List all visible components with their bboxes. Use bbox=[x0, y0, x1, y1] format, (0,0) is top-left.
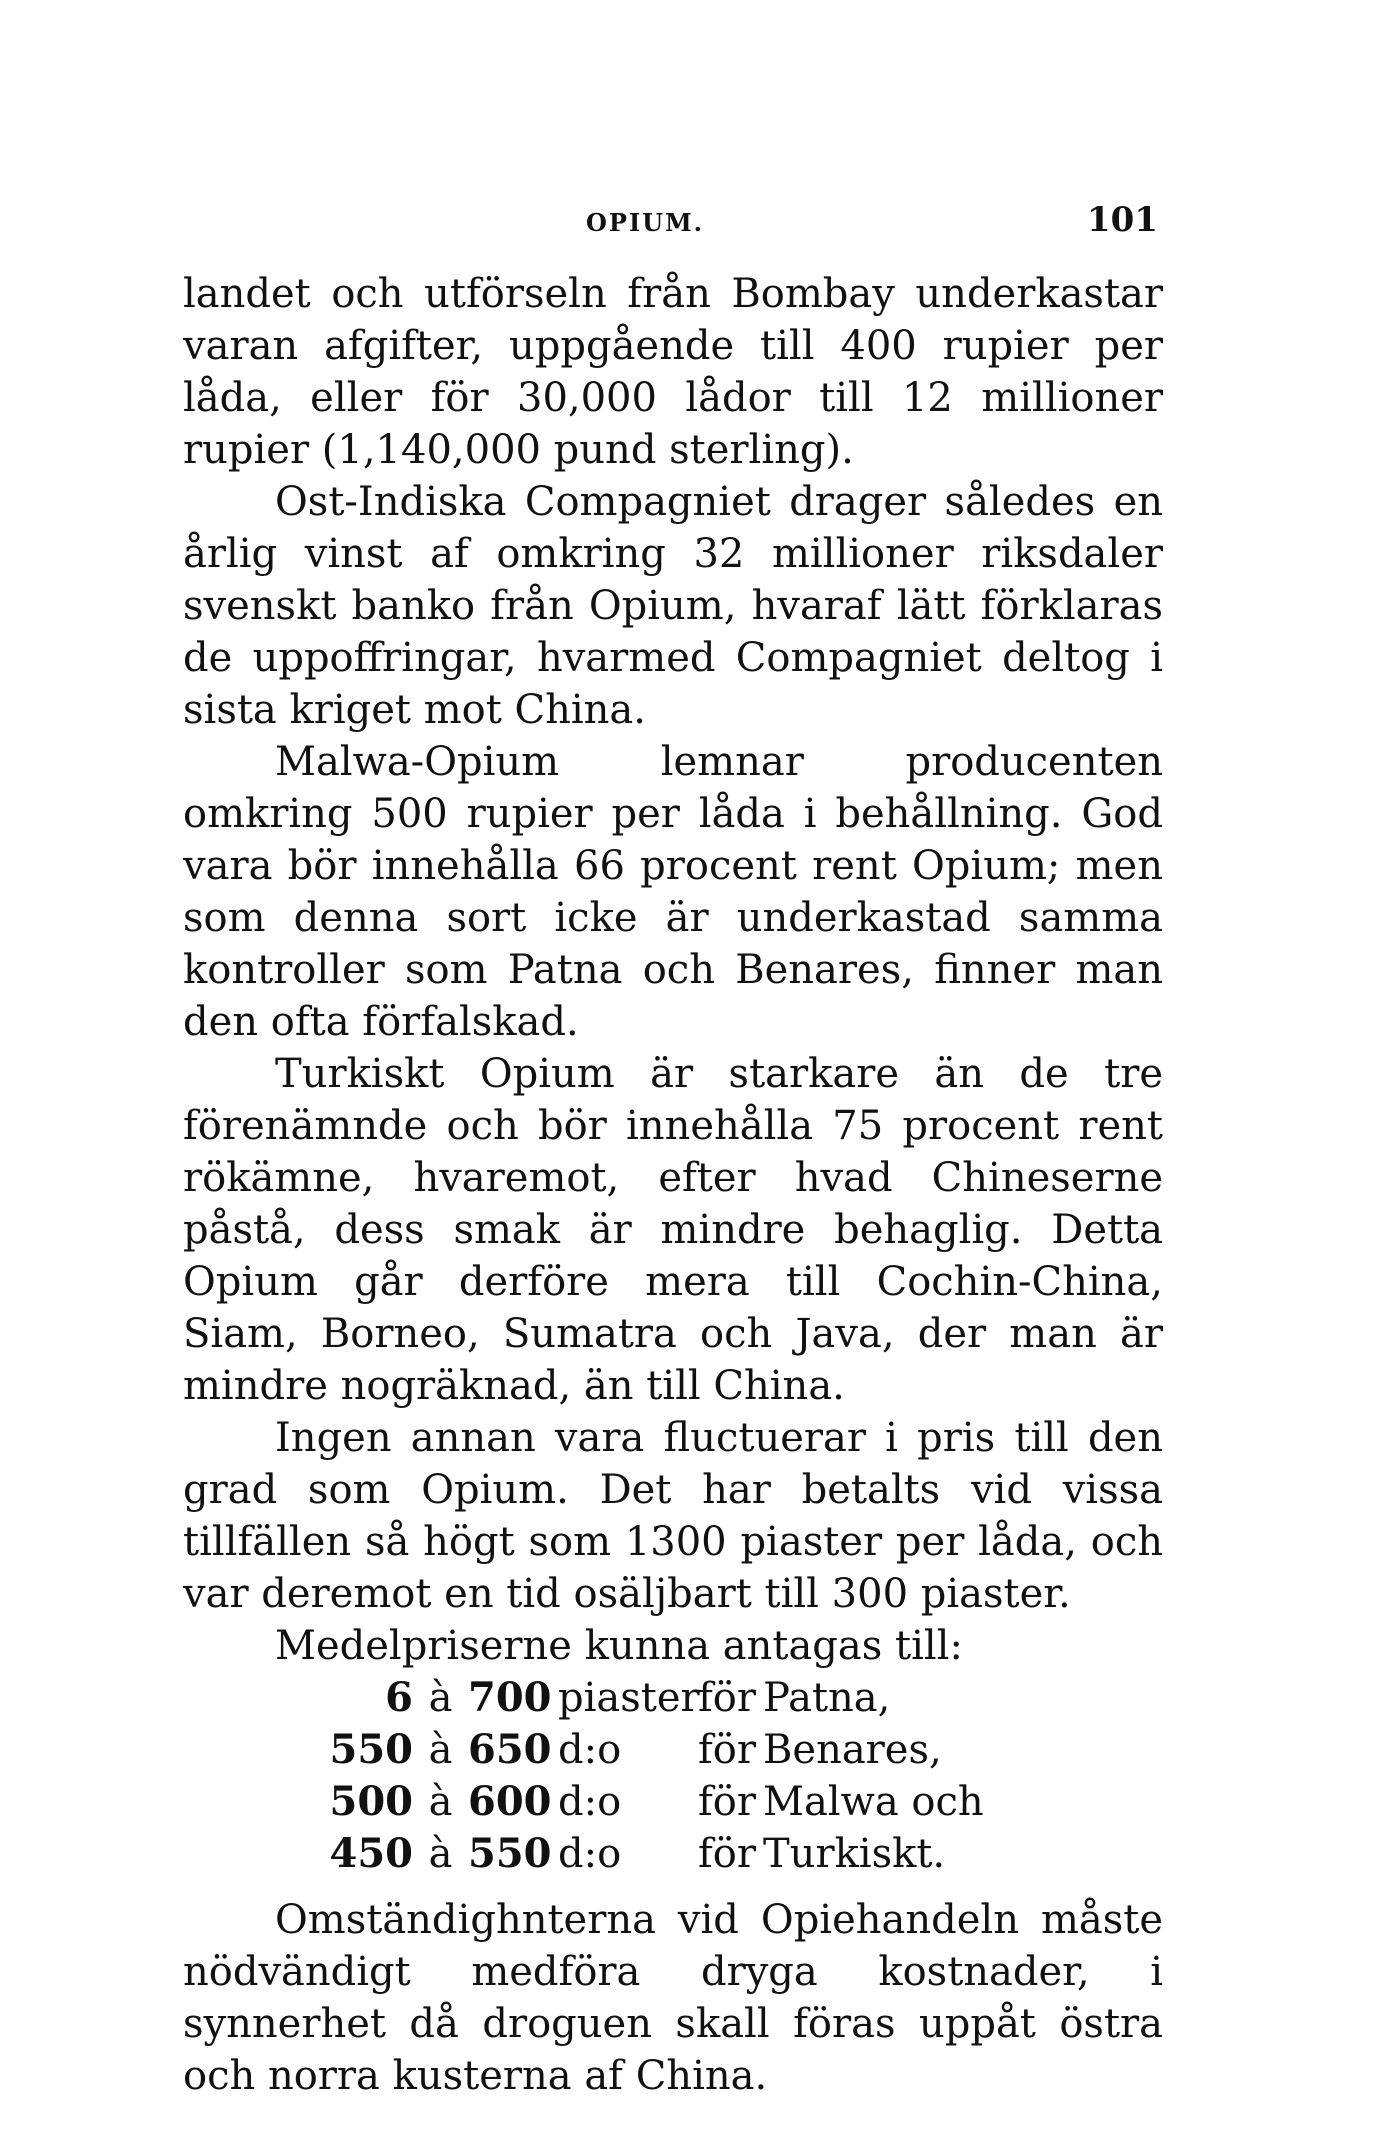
running-head bbox=[183, 200, 1163, 240]
price-unit: d:o bbox=[558, 1779, 622, 1825]
price-unit: d:o bbox=[558, 1727, 622, 1773]
price-unit: d:o bbox=[558, 1831, 622, 1877]
paragraph-continued: landet och utförseln från Bombay underkastar varan afgifter, uppgående till 400 rupier per låda, eller för 30,000 lådor till 12 millioner rupier (1,140,000 pund sterling). bbox=[183, 271, 1163, 473]
price-name: Patna, bbox=[763, 1675, 891, 1721]
price-table bbox=[323, 1672, 1163, 1880]
paragraph: Malwa-Opium lemnar producenten omkring 500 rupier per låda i behållning. God vara bör innehålla 66 procent rent Opium; men som denna sort icke är underkastad samma kontroller som Patna och Benares, finner man den ofta förfalskad. bbox=[183, 739, 1163, 1045]
running-title: OPIUM. bbox=[586, 208, 705, 237]
book-page bbox=[183, 200, 1163, 2102]
price-from: 450 bbox=[329, 1830, 413, 1877]
price-for: för bbox=[698, 1727, 757, 1773]
price-from: 550 bbox=[329, 1726, 413, 1773]
price-name: Malwa och bbox=[763, 1779, 984, 1825]
price-to: 600 bbox=[468, 1778, 552, 1825]
price-a: à bbox=[428, 1727, 453, 1773]
price-for: för bbox=[698, 1831, 757, 1877]
price-for: för bbox=[698, 1779, 757, 1825]
price-row bbox=[323, 1828, 1163, 1880]
price-intro: Medelpriserne kunna antagas till: bbox=[275, 1623, 963, 1669]
paragraph-final: Omständighnterna vid Opiehandeln måste nödvändigt medföra dryga kostnader, i synnerhet då droguen skall föras uppåt östra och norra kusterna af China. bbox=[183, 1897, 1163, 2099]
price-row bbox=[323, 1776, 1163, 1828]
price-name: Turkiskt. bbox=[763, 1831, 946, 1877]
price-name: Benares, bbox=[763, 1727, 942, 1773]
price-to: 650 bbox=[468, 1726, 552, 1773]
price-for: för bbox=[698, 1675, 757, 1721]
price-to: 700 bbox=[468, 1674, 552, 1721]
price-row bbox=[323, 1672, 1163, 1724]
price-from: 6 bbox=[385, 1674, 413, 1721]
price-to: 550 bbox=[468, 1830, 552, 1877]
price-row bbox=[323, 1724, 1163, 1776]
page-number: 101 bbox=[1087, 200, 1158, 240]
paragraph: Turkiskt Opium är starkare än de tre förenämnde och bör innehålla 75 procent rent rökämne, hvaremot, efter hvad Chineserne påstå, dess smak är mindre behaglig. Detta Opium går derföre mera till Cochin-China, Siam, Borneo, Sumatra och Java, der man är mindre nogräknad, än till China. bbox=[183, 1051, 1163, 1409]
price-from: 500 bbox=[329, 1778, 413, 1825]
price-a: à bbox=[428, 1831, 453, 1877]
price-a: à bbox=[428, 1675, 453, 1721]
paragraph: Ost-Indiska Compagniet drager således en årlig vinst af omkring 32 millioner riksdaler svenskt banko från Opium, hvaraf lätt förklaras de uppoffringar, hvarmed Compagniet deltog i sista kriget mot China. bbox=[183, 479, 1163, 733]
price-a: à bbox=[428, 1779, 453, 1825]
paragraph: Ingen annan vara fluctuerar i pris till den grad som Opium. Det har betalts vid vissa tillfällen så högt som 1300 piaster per låda, och var deremot en tid osäljbart till 300 piaster. bbox=[183, 1415, 1163, 1617]
price-unit: piaster bbox=[558, 1675, 700, 1721]
